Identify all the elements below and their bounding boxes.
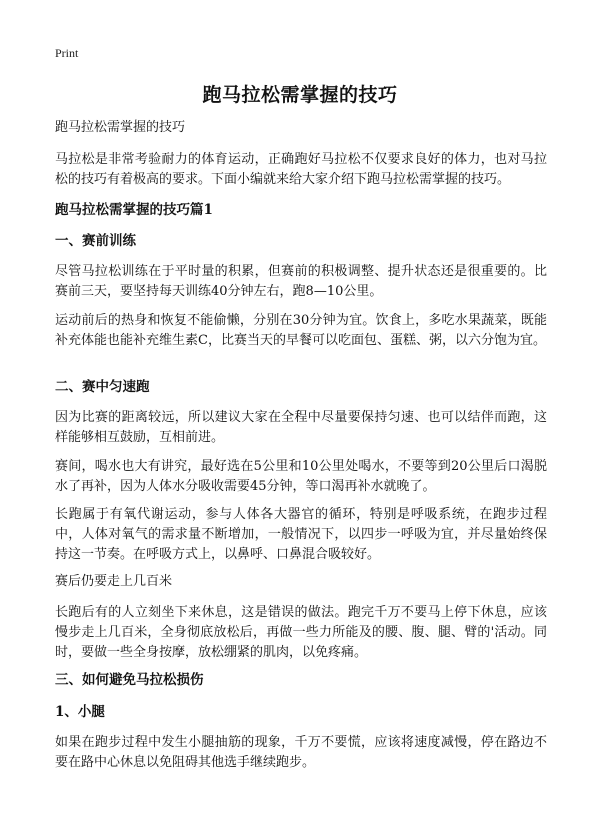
heading-steady-pace: 二、赛中匀速跑 <box>55 379 150 395</box>
intro-paragraph: 马拉松是非常考验耐力的体育运动，正确跑好马拉松不仅要求良好的体力，也对马拉松的技巧有着极高的要求。下面小编就来给大家介绍下跑马拉松需掌握的技巧。 <box>55 152 547 187</box>
paragraph-training: 尽管马拉松训练在于平时量的积累，但赛前的积极调整、提升状态还是很重要的。比赛前三天，要坚持每天训练40分钟左右，跑8—10公里。 <box>55 264 547 299</box>
paragraph-breathing: 长跑属于有氧代谢运动，参与人体各大器官的循环，特别是呼吸系统，在跑步过程中，人体对氧气的需求量不断增加，一般情况下，以四步一呼吸为宜，并尽量始终保持这一节奏。在呼吸方式上，以鼻呼、口鼻混合吸较好。 <box>55 507 547 562</box>
paragraph-post-race-recovery: 长跑后有的人立刻坐下来休息，这是错误的做法。跑完千万不要马上停下休息，应该慢步走上几百米，全身彻底放松后，再做一些力所能及的腰、腹、腿、臂的'活动。同时，要做一些全身按摩，放松绷紧的肌肉，以免疼痛。 <box>55 605 547 660</box>
paragraph-steady-pace: 因为比赛的距离较远，所以建议大家在全程中尽量要保持匀速、也可以结伴而跑，这样能够相互鼓励，互相前进。 <box>55 410 547 445</box>
page-title: 跑马拉松需掌握的技巧 <box>202 84 398 106</box>
heading-pre-race-training: 一、赛前训练 <box>55 233 136 249</box>
document-subtitle: 跑马拉松需掌握的技巧 <box>55 120 186 135</box>
heading-injury-prevention: 三、如何避免马拉松损伤 <box>55 672 204 688</box>
heading-calf: 1、小腿 <box>55 704 105 720</box>
print-link[interactable]: Print <box>55 46 79 60</box>
paragraph-warmup-diet: 运动前后的热身和恢复不能偷懒，分别在30分钟为宜。饮食上，多吃水果蔬菜，既能补充体能也能补充维生素C，比赛当天的早餐可以吃面包、蛋糕、粥，以六分饱为宜。 <box>55 313 547 348</box>
paragraph-post-race-walk: 赛后仍要走上几百米 <box>55 574 173 589</box>
paragraph-calf-cramp: 如果在跑步过程中发生小腿抽筋的现象，千万不要慌，应该将速度减慢，停在路边不要在路中心休息以免阻碍其他选手继续跑步。 <box>55 735 547 770</box>
section-title: 跑马拉松需掌握的技巧篇1 <box>55 202 213 218</box>
paragraph-hydration: 赛间，喝水也大有讲究，最好选在5公里和10公里处喝水，不要等到20公里后口渴脱水了再补，因为人体水分吸收需要45分钟，等口渴再补水就晚了。 <box>55 459 547 494</box>
